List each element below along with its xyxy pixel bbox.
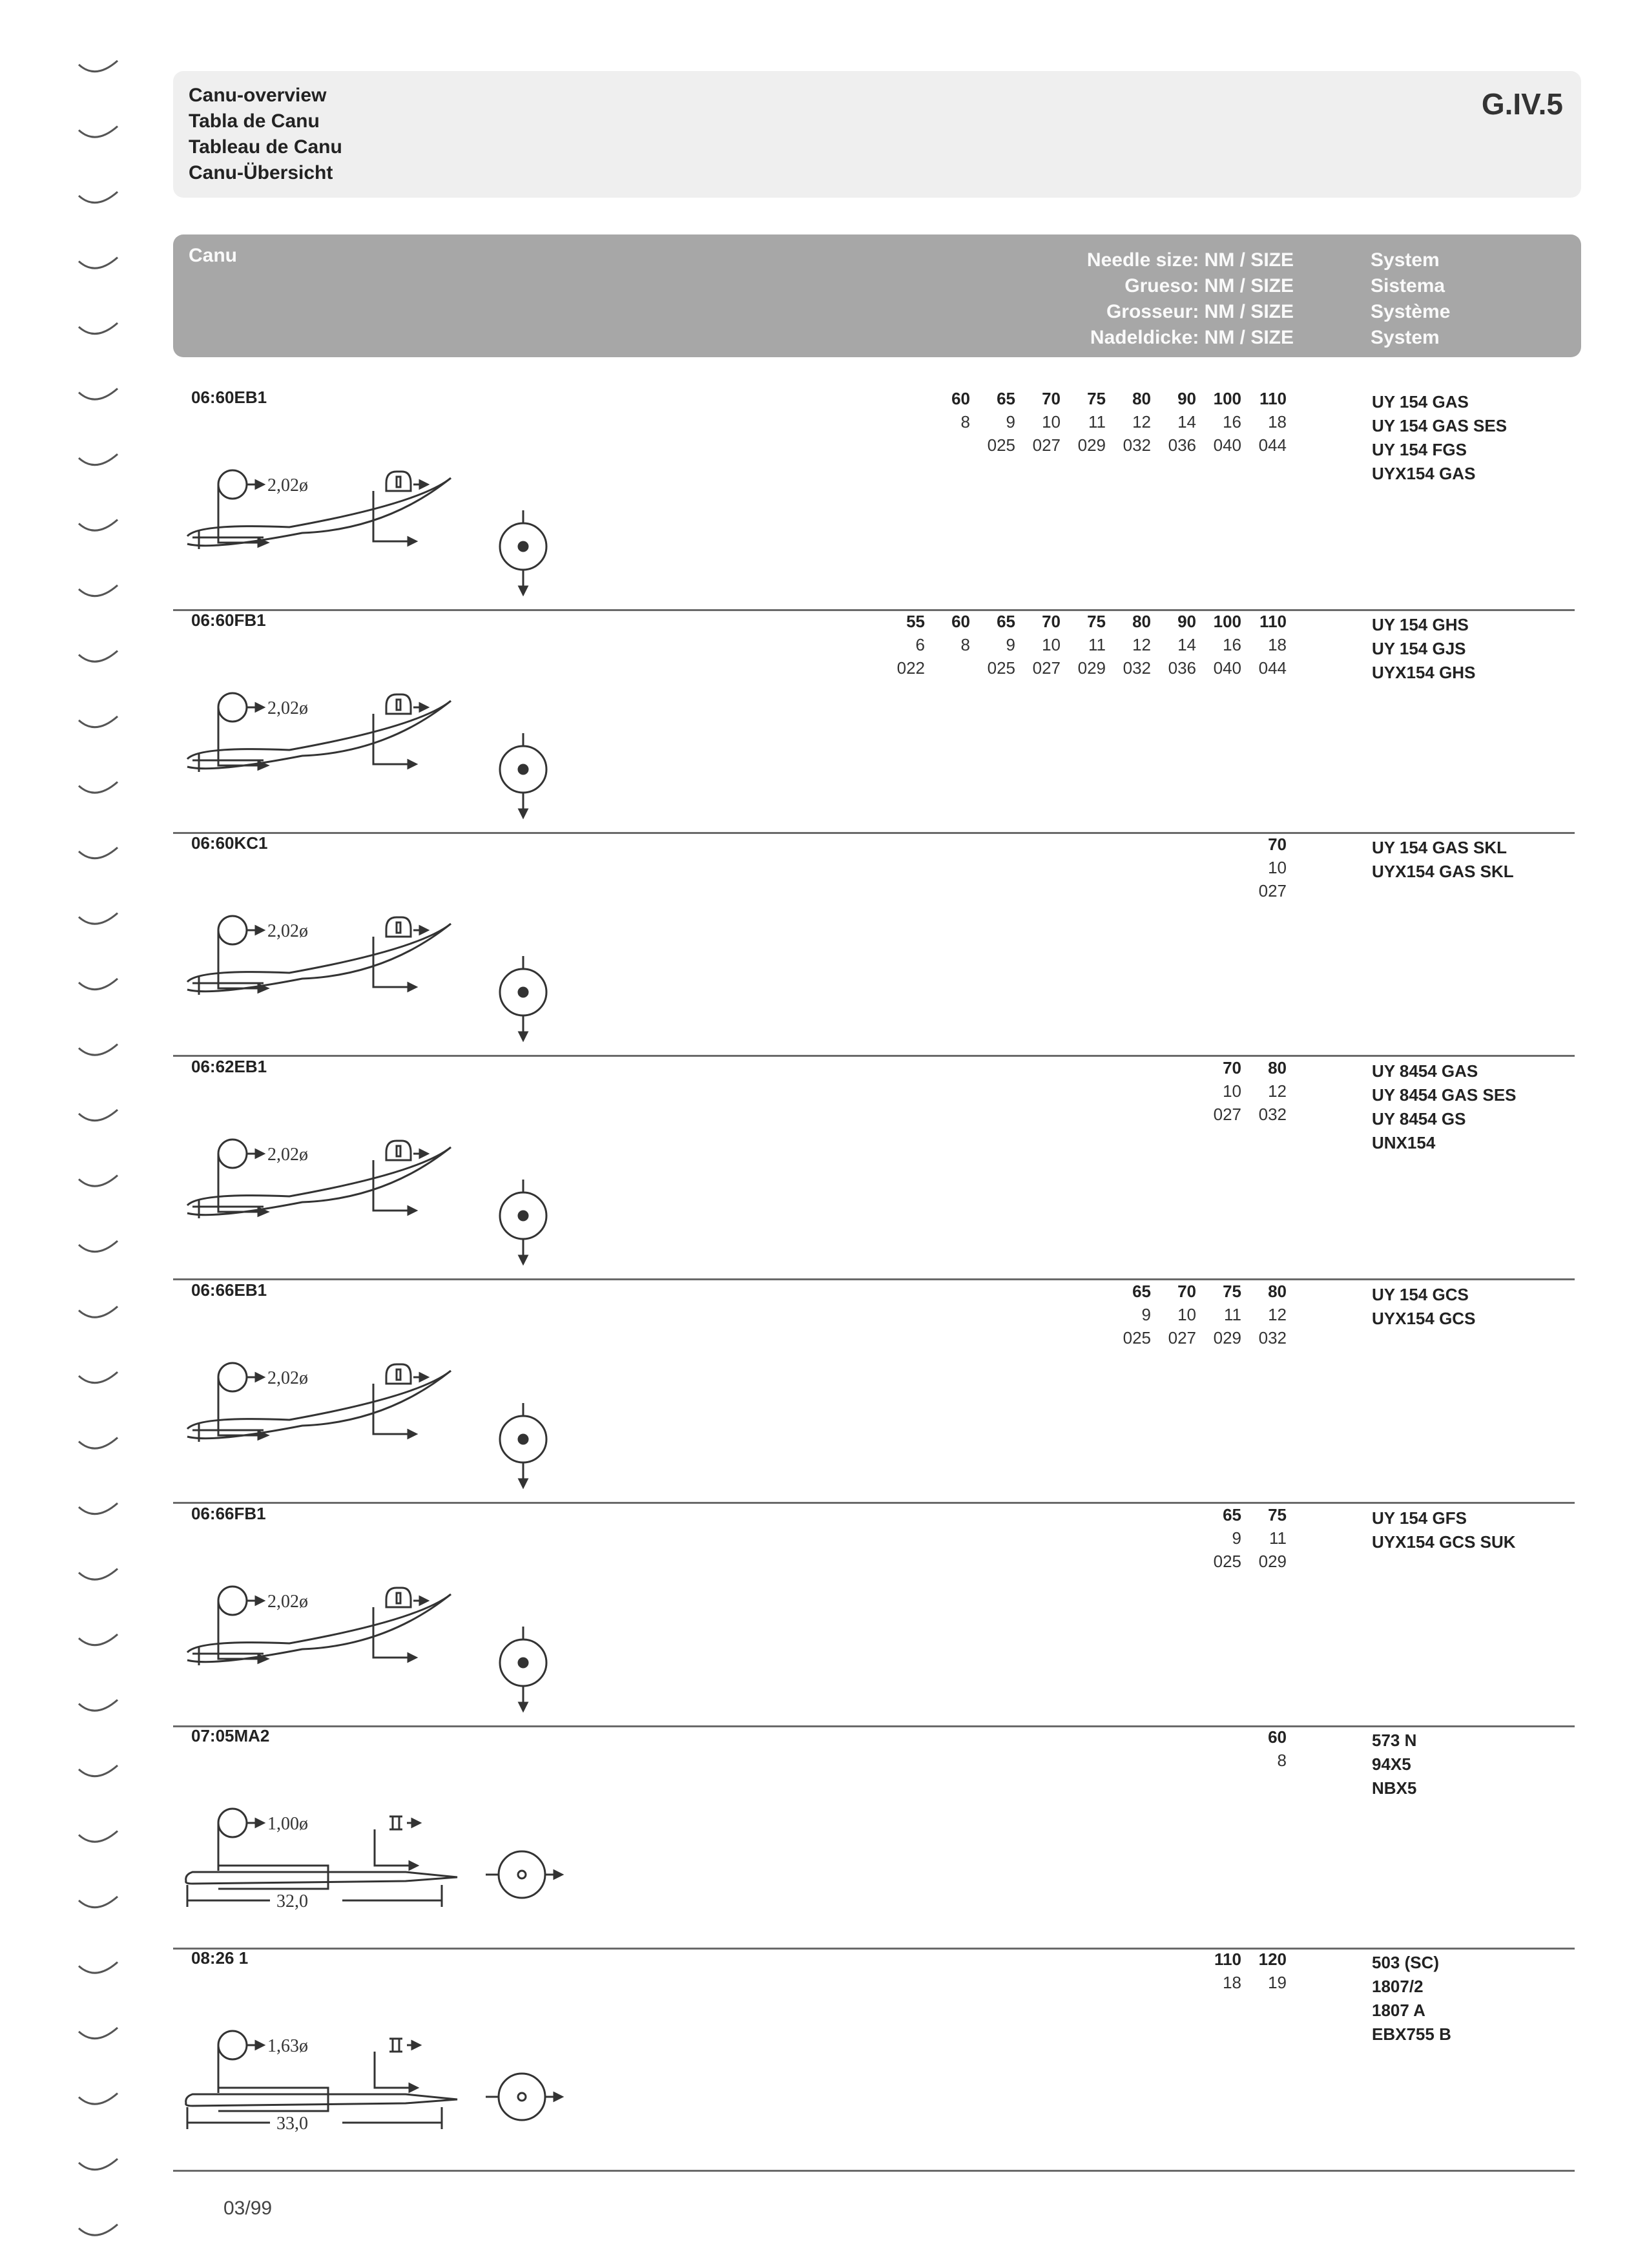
binding-hole xyxy=(79,782,118,793)
system-item: UY 154 FGS xyxy=(1372,440,1467,459)
size-size-cell: 12 xyxy=(1268,1305,1287,1324)
system-item: UY 154 GAS SKL xyxy=(1372,838,1507,857)
needle-drawing xyxy=(173,1739,625,1952)
needle-code: 06:66FB1 xyxy=(191,1504,266,1523)
size-inch-cell: 044 xyxy=(1258,435,1287,455)
binding-hole xyxy=(79,323,118,334)
size-size-cell: 14 xyxy=(1177,412,1196,432)
size-nm-cell: 75 xyxy=(1268,1505,1287,1524)
size-nm-cell: 60 xyxy=(951,612,970,631)
binding-hole xyxy=(79,651,118,662)
size-size-cell: 12 xyxy=(1132,412,1151,432)
table-header xyxy=(173,234,1581,357)
size-inch-cell: 040 xyxy=(1213,658,1241,678)
size-nm-cell: 100 xyxy=(1213,612,1241,631)
needle-drawing xyxy=(173,1293,625,1506)
binding-hole xyxy=(79,1241,118,1252)
system-list xyxy=(1372,1059,1517,1155)
diameter-label: 2,02ø xyxy=(267,698,308,718)
system-item: UY 8454 GS xyxy=(1372,1109,1466,1129)
binding-hole xyxy=(79,454,118,465)
diameter-label: 2,02ø xyxy=(267,1145,308,1165)
binding-hole xyxy=(79,716,118,727)
size-inch-cell: 032 xyxy=(1123,435,1151,455)
size-inch-cell: 029 xyxy=(1258,1552,1287,1571)
size-nm-cell: 60 xyxy=(1268,1727,1287,1747)
binding-hole xyxy=(79,520,118,531)
system-item: UY 154 GAS xyxy=(1372,392,1469,411)
size-inch-cell: 044 xyxy=(1258,658,1287,678)
size-size-cell: 11 xyxy=(1224,1305,1241,1324)
needle-code: 06:60EB1 xyxy=(191,388,267,407)
needle-code: 06:60FB1 xyxy=(191,610,266,630)
system-item: UYX154 GCS SUK xyxy=(1372,1532,1516,1552)
system-item: UY 8454 GAS xyxy=(1372,1061,1478,1081)
system-item: UY 154 GCS xyxy=(1372,1285,1469,1304)
size-size-cell: 12 xyxy=(1132,635,1151,654)
size-inch-cell: 025 xyxy=(987,435,1015,455)
binding-hole xyxy=(79,2094,118,2105)
binding-hole xyxy=(79,1765,118,1776)
system-list xyxy=(1372,1283,1475,1331)
size-size-cell: 11 xyxy=(1088,412,1106,432)
size-nm-cell: 90 xyxy=(1177,612,1196,631)
page-code: G.IV.5 xyxy=(1481,87,1563,121)
binding-hole xyxy=(79,1634,118,1645)
needle-entry xyxy=(173,1504,1581,1727)
size-nm-cell: 70 xyxy=(1042,389,1061,408)
system-label-fr: Système xyxy=(1371,301,1451,322)
title-box xyxy=(173,71,1581,198)
size-size-cell: 18 xyxy=(1223,1973,1241,1992)
needle-drawing xyxy=(173,1961,625,2174)
binding-hole xyxy=(79,1962,118,1973)
size-nm-cell: 110 xyxy=(1259,612,1287,631)
system-item: 1807/2 xyxy=(1372,1977,1424,1996)
system-item: UY 8454 GAS SES xyxy=(1372,1085,1517,1105)
system-label-es: Sistema xyxy=(1371,275,1445,297)
size-size-cell: 18 xyxy=(1268,635,1287,654)
system-item: NBX5 xyxy=(1372,1778,1417,1798)
size-size-cell: 16 xyxy=(1223,412,1241,432)
system-item: UY 154 GJS xyxy=(1372,639,1466,658)
size-size-cell: 10 xyxy=(1042,635,1061,654)
size-inch-cell: 029 xyxy=(1077,658,1106,678)
system-item: UYX154 GHS xyxy=(1372,663,1476,682)
size-size-cell: 14 xyxy=(1177,635,1196,654)
size-size-cell: 9 xyxy=(1141,1305,1151,1324)
binding-holes-graphic xyxy=(0,0,129,2265)
size-nm-cell: 60 xyxy=(951,389,970,408)
binding-hole xyxy=(79,1700,118,1711)
system-item: UYX154 GAS xyxy=(1372,464,1476,483)
system-item: UYX154 GCS xyxy=(1372,1309,1476,1328)
diameter-label: 2,02ø xyxy=(267,1592,308,1612)
size-inch-cell: 025 xyxy=(1123,1328,1151,1347)
binding-hole xyxy=(79,1372,118,1383)
length-label: 33,0 xyxy=(276,2114,308,2134)
size-size-cell: 19 xyxy=(1268,1973,1287,1992)
size-size-cell: 9 xyxy=(1006,412,1015,432)
binding-hole xyxy=(79,585,118,596)
entry-divider xyxy=(173,2170,1575,2172)
binding-hole xyxy=(79,2159,118,2170)
system-item: 94X5 xyxy=(1372,1754,1411,1774)
footer-date: 03/99 xyxy=(223,2198,273,2219)
system-list xyxy=(1372,1506,1516,1554)
size-size-cell: 10 xyxy=(1223,1081,1241,1101)
diameter-label: 1,00ø xyxy=(267,1814,308,1834)
needle-code: 06:62EB1 xyxy=(191,1057,267,1076)
title-fr: Tableau de Canu xyxy=(189,136,342,158)
size-inch-cell: 027 xyxy=(1258,881,1287,900)
needle-code: 06:66EB1 xyxy=(191,1280,267,1300)
system-item: UY 154 GHS xyxy=(1372,615,1469,634)
size-inch-cell: 027 xyxy=(1213,1105,1241,1124)
diameter-label: 2,02ø xyxy=(267,921,308,941)
size-size-cell: 8 xyxy=(1277,1751,1287,1770)
system-item: 1807 A xyxy=(1372,2001,1425,2020)
title-lines xyxy=(189,83,342,186)
binding-hole xyxy=(79,258,118,269)
needle-drawing xyxy=(173,623,625,837)
needle-size-label-de: Nadeldicke: NM / SIZE xyxy=(1090,327,1294,348)
size-nm-cell: 80 xyxy=(1268,1058,1287,1077)
size-size-cell: 8 xyxy=(960,412,970,432)
size-size-cell: 10 xyxy=(1268,858,1287,877)
needle-entry xyxy=(173,1726,1581,1950)
size-inch-cell: 027 xyxy=(1032,658,1061,678)
size-nm-cell: 110 xyxy=(1259,389,1287,408)
diameter-label: 2,02ø xyxy=(267,1368,308,1388)
needle-size-label-fr: Grosseur: NM / SIZE xyxy=(1106,301,1294,322)
binding-hole xyxy=(79,1176,118,1187)
binding-hole xyxy=(79,1569,118,1580)
needle-code: 06:60KC1 xyxy=(191,833,268,853)
size-inch-cell: 025 xyxy=(1213,1552,1241,1571)
size-inch-cell: 027 xyxy=(1032,435,1061,455)
binding-hole xyxy=(79,979,118,990)
needle-code: 07:05MA2 xyxy=(191,1726,270,1745)
size-nm-cell: 80 xyxy=(1132,612,1151,631)
size-inch-cell: 029 xyxy=(1213,1328,1241,1347)
size-nm-cell: 70 xyxy=(1042,612,1061,631)
needle-drawing xyxy=(173,1070,625,1283)
size-size-cell: 11 xyxy=(1088,635,1106,654)
size-size-cell: 11 xyxy=(1269,1528,1287,1548)
header-needle-size xyxy=(1087,247,1294,351)
header-canu-label: Canu xyxy=(189,245,237,266)
size-inch-cell: 040 xyxy=(1213,435,1241,455)
size-inch-cell: 022 xyxy=(896,658,925,678)
binding-hole xyxy=(79,1110,118,1121)
system-item: UYX154 GAS SKL xyxy=(1372,862,1514,881)
system-list xyxy=(1372,836,1514,884)
size-nm-cell: 65 xyxy=(1223,1505,1241,1524)
system-item: 573 N xyxy=(1372,1731,1417,1750)
needle-entry xyxy=(173,1057,1581,1280)
size-nm-cell: 70 xyxy=(1177,1282,1196,1301)
size-nm-cell: 80 xyxy=(1132,389,1151,408)
binding-hole xyxy=(79,1307,118,1318)
size-inch-cell: 029 xyxy=(1077,435,1106,455)
system-list xyxy=(1372,1951,1451,2046)
binding-hole xyxy=(79,1045,118,1056)
size-nm-cell: 110 xyxy=(1214,1950,1241,1969)
diameter-label: 1,63ø xyxy=(267,2036,308,2056)
size-size-cell: 12 xyxy=(1268,1081,1287,1101)
binding-hole xyxy=(79,848,118,858)
header-system xyxy=(1371,247,1450,351)
binding-hole xyxy=(79,127,118,138)
size-nm-cell: 70 xyxy=(1268,835,1287,854)
size-inch-cell: 036 xyxy=(1168,435,1196,455)
binding-hole xyxy=(79,61,118,72)
size-nm-cell: 75 xyxy=(1087,389,1106,408)
binding-hole xyxy=(79,913,118,924)
size-nm-cell: 65 xyxy=(997,612,1015,631)
needle-drawing xyxy=(173,846,625,1059)
needle-entry xyxy=(173,1948,1581,2172)
size-nm-cell: 90 xyxy=(1177,389,1196,408)
title-de: Canu-Übersicht xyxy=(189,162,333,183)
binding-hole xyxy=(79,1438,118,1449)
system-label-de: System xyxy=(1371,327,1440,348)
binding-hole xyxy=(79,2028,118,2039)
size-inch-cell: 032 xyxy=(1258,1105,1287,1124)
system-item: 503 (SC) xyxy=(1372,1953,1440,1972)
size-nm-cell: 65 xyxy=(997,389,1015,408)
size-size-cell: 8 xyxy=(960,635,970,654)
size-inch-cell: 032 xyxy=(1258,1328,1287,1347)
needle-size-label-en: Needle size: NM / SIZE xyxy=(1086,249,1294,271)
system-item: UNX154 xyxy=(1372,1133,1436,1152)
system-item: EBX755 B xyxy=(1372,2024,1451,2044)
size-inch-cell: 025 xyxy=(987,658,1015,678)
size-size-cell: 16 xyxy=(1223,635,1241,654)
binding-holes xyxy=(0,0,129,2265)
size-size-cell: 10 xyxy=(1042,412,1061,432)
size-nm-cell: 75 xyxy=(1087,612,1106,631)
binding-hole xyxy=(79,192,118,203)
size-size-cell: 10 xyxy=(1177,1305,1196,1324)
binding-hole xyxy=(79,1897,118,1908)
size-size-cell: 18 xyxy=(1268,412,1287,432)
title-en: Canu-overview xyxy=(189,85,327,106)
needle-entry xyxy=(173,610,1581,834)
needle-entry xyxy=(173,388,1581,611)
needle-size-label-es: Grueso: NM / SIZE xyxy=(1124,275,1294,297)
system-list xyxy=(1372,613,1475,685)
system-list xyxy=(1372,390,1507,486)
binding-hole xyxy=(79,389,118,400)
size-size-cell: 6 xyxy=(915,635,925,654)
size-nm-cell: 100 xyxy=(1213,389,1241,408)
needle-drawing xyxy=(173,401,625,614)
size-nm-cell: 55 xyxy=(906,612,925,631)
title-es: Tabla de Canu xyxy=(189,110,320,132)
needle-drawing xyxy=(173,1517,625,1730)
size-size-cell: 9 xyxy=(1006,635,1015,654)
binding-hole xyxy=(79,2225,118,2236)
needle-entry xyxy=(173,1280,1581,1504)
diameter-label: 2,02ø xyxy=(267,475,308,495)
size-nm-cell: 120 xyxy=(1258,1950,1287,1969)
system-label-en: System xyxy=(1371,249,1440,271)
size-inch-cell: 036 xyxy=(1168,658,1196,678)
binding-hole xyxy=(79,1503,118,1514)
needle-code: 08:26 1 xyxy=(191,1948,249,1968)
size-nm-cell: 75 xyxy=(1223,1282,1241,1301)
needle-entry xyxy=(173,833,1581,1057)
size-nm-cell: 65 xyxy=(1132,1282,1151,1301)
system-list xyxy=(1372,1729,1416,1800)
length-label: 32,0 xyxy=(276,1891,308,1911)
size-inch-cell: 027 xyxy=(1168,1328,1196,1347)
binding-hole xyxy=(79,1831,118,1842)
size-size-cell: 9 xyxy=(1232,1528,1241,1548)
size-nm-cell: 70 xyxy=(1223,1058,1241,1077)
system-item: UY 154 GFS xyxy=(1372,1508,1467,1528)
system-item: UY 154 GAS SES xyxy=(1372,416,1507,435)
size-nm-cell: 80 xyxy=(1268,1282,1287,1301)
size-inch-cell: 032 xyxy=(1123,658,1151,678)
